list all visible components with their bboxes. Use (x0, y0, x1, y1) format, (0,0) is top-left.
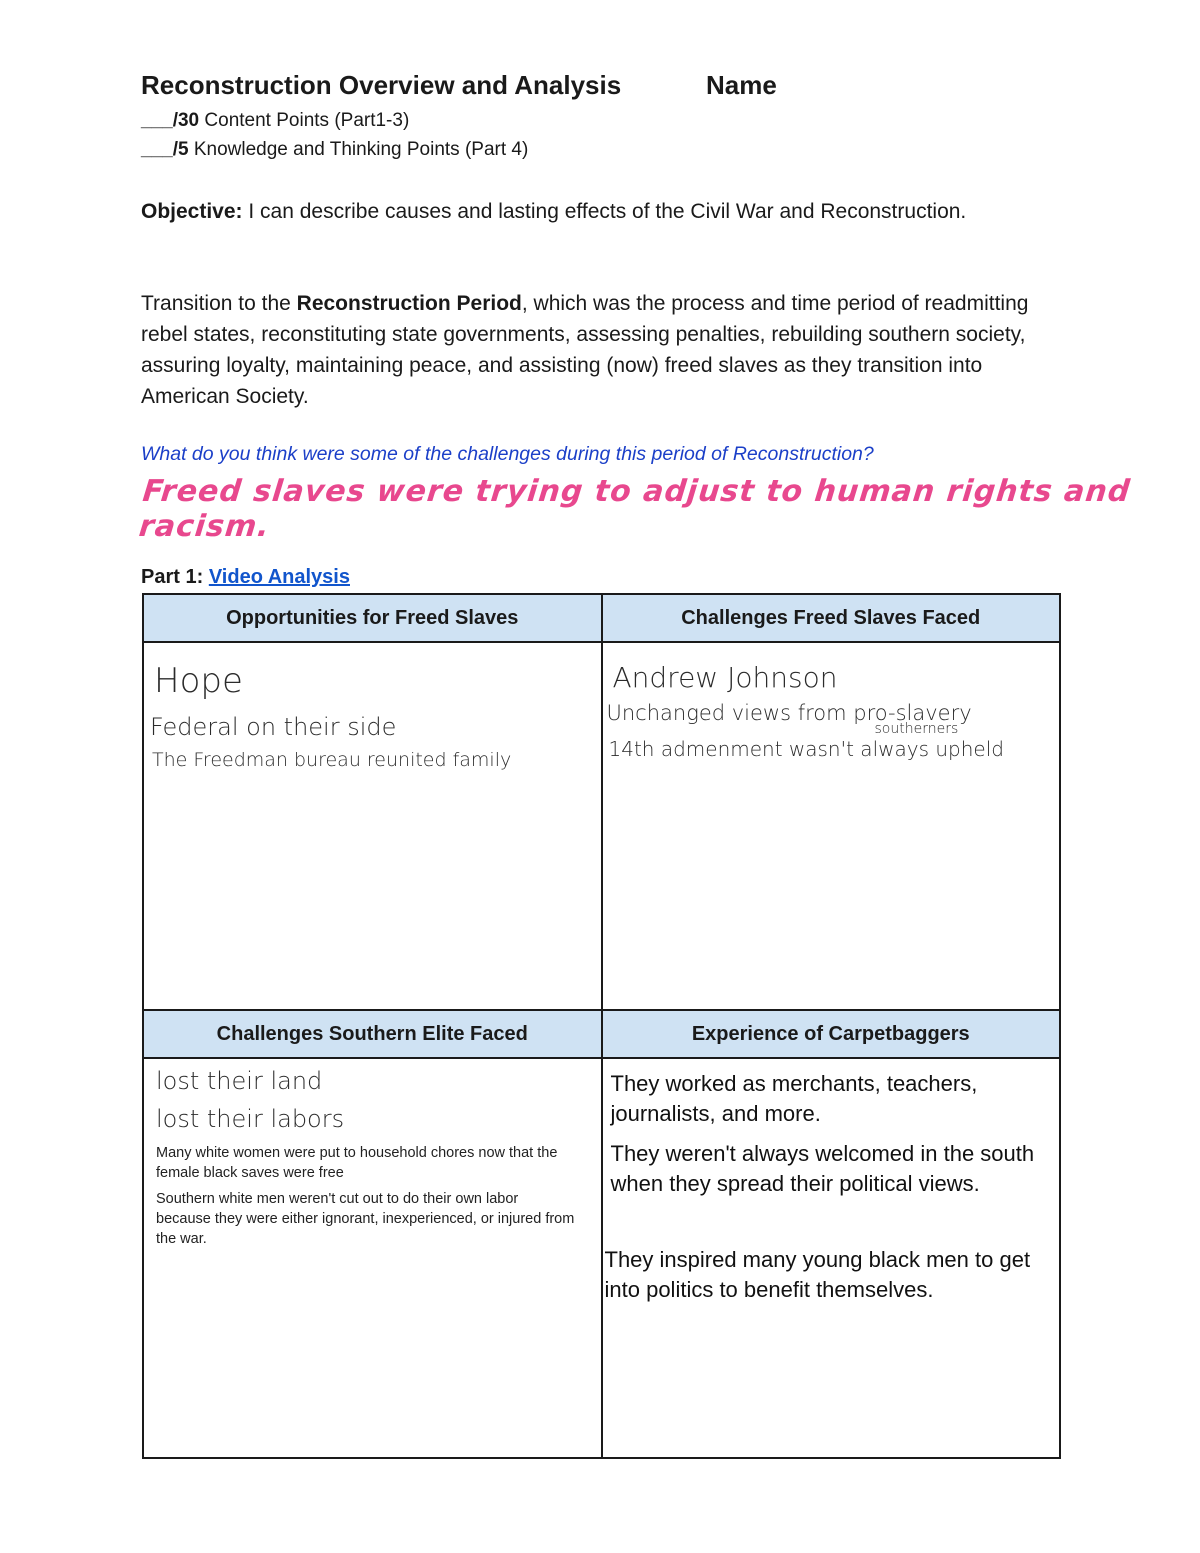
page-title: Reconstruction Overview and Analysis (141, 70, 622, 100)
content-points-line (141, 110, 409, 132)
objective-label: Objective: (141, 200, 243, 223)
chf-hand-line1: Andrew Johnson (612, 661, 838, 694)
elite-typed1: Many white women were put to household chores now that the female black saves were free (156, 1145, 558, 1181)
chf-hand-line2b: southerners (874, 721, 959, 737)
part1-title (141, 566, 350, 589)
content-points-blank[interactable]: ___/30 (141, 110, 200, 131)
content-points-label: Content Points (Part1-3) (204, 110, 410, 131)
handwritten-answer[interactable]: Freed slaves were trying to adjust to human rights and racism. (137, 474, 1133, 544)
elite-hand-line1: lost their land (156, 1067, 323, 1095)
video-analysis-link[interactable]: Video Analysis (208, 566, 350, 588)
header-challenges-elite: Challenges Southern Elite Faced (143, 1010, 602, 1058)
transition-prefix: Transition to the (141, 292, 291, 315)
challenge-question: What do you think were some of the challenges during this period of Reconstruction? (141, 443, 874, 465)
objective-text: I can describe causes and lasting effects of the Civil War and Reconstruction. (248, 200, 967, 223)
opp-hand-line3: The Freedman bureau reunited family (152, 749, 512, 771)
header-opportunities: Opportunities for Freed Slaves (143, 594, 602, 642)
cell-challenges-elite[interactable] (143, 1058, 602, 1458)
opp-hand-line1: Hope (154, 661, 243, 701)
cell-opportunities[interactable] (143, 642, 602, 1010)
knowledge-points-blank[interactable]: ___/5 (141, 139, 189, 160)
header-challenges-freed: Challenges Freed Slaves Faced (602, 594, 1061, 642)
knowledge-points-label: Knowledge and Thinking Points (Part 4) (193, 139, 529, 160)
part1-label: Part 1: (141, 566, 204, 588)
name-label: Name (706, 70, 777, 100)
objective-paragraph (141, 196, 1041, 227)
carpet-p2: They weren't always welcomed in the south when they spread their political views. (610, 1141, 1035, 1196)
carpet-p1: They worked as merchants, teachers, journalists, and more. (610, 1071, 978, 1126)
analysis-table (142, 593, 1061, 1459)
chf-hand-line3: 14th admenment wasn't always upheld (608, 737, 1004, 761)
transition-bold: Reconstruction Period (296, 292, 522, 315)
cell-carpetbaggers[interactable] (602, 1058, 1061, 1458)
transition-text: , which was the process and time period of readmitting rebel states, reconstituting state governments, assessing penalties, rebuilding southern society, assuring loyalty, maintaining peace, and assisting (now) freed slaves as they transition into American Society. (141, 292, 1029, 408)
carpet-p3: They inspired many young black men to get into politics to benefit themselves. (604, 1247, 1031, 1302)
header-carpetbaggers: Experience of Carpetbaggers (602, 1010, 1061, 1058)
knowledge-points-line (141, 139, 528, 161)
elite-typed2: Southern white men weren't cut out to do their own labor because they were either ignorant, inexperienced, or injured from the war. (156, 1191, 575, 1247)
transition-paragraph (141, 288, 1041, 412)
cell-challenges-freed[interactable] (602, 642, 1061, 1010)
opp-hand-line2: Federal on their side (150, 713, 397, 741)
chf-hand-line2: Unchanged views from pro-slavery (606, 701, 972, 725)
title-row (141, 70, 941, 101)
elite-hand-line2: lost their labors (156, 1105, 345, 1133)
